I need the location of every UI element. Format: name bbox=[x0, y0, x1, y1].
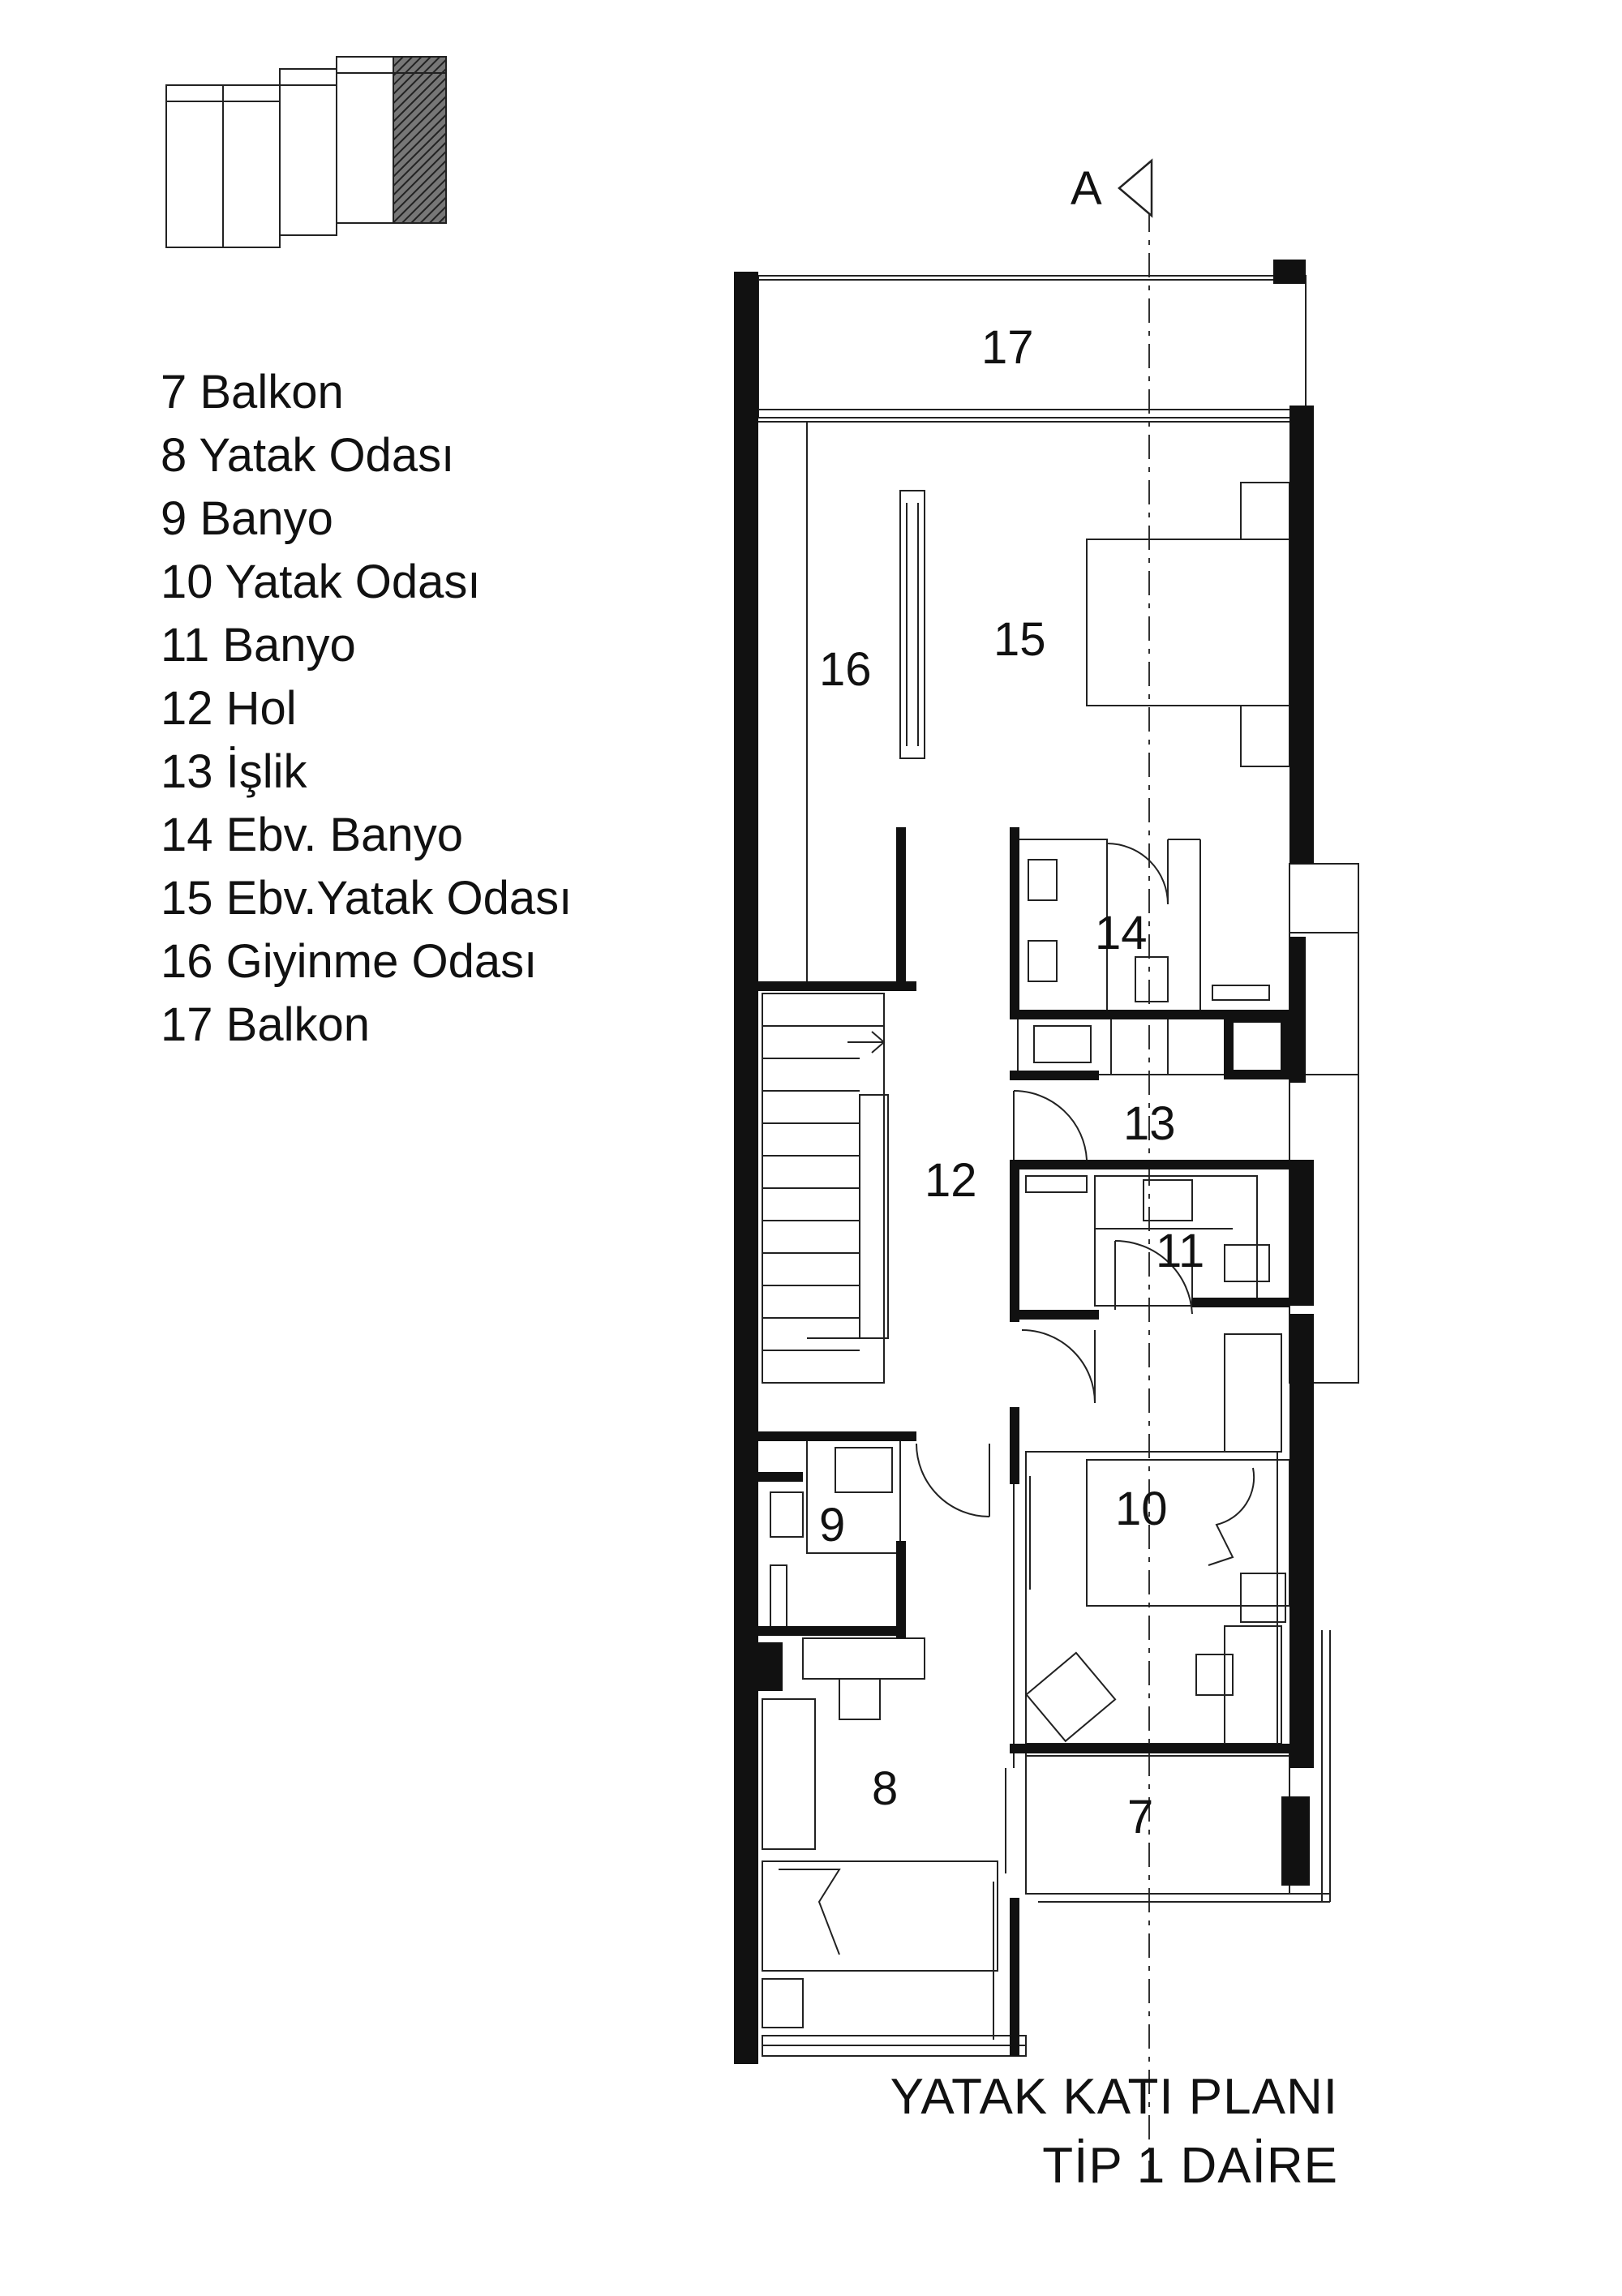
section-line-a bbox=[1071, 161, 1152, 2182]
room-number-17: 17 bbox=[981, 321, 1034, 374]
room-number-12: 12 bbox=[925, 1154, 977, 1207]
legend-item: 9 Banyo bbox=[161, 492, 333, 545]
room-number-10: 10 bbox=[1115, 1483, 1168, 1535]
legend-item: 8 Yatak Odası bbox=[161, 429, 455, 482]
room-number-16: 16 bbox=[819, 643, 872, 696]
legend-item: 13 İşlik bbox=[161, 745, 307, 798]
room-number-11: 11 bbox=[1156, 1225, 1205, 1277]
room-number-13: 13 bbox=[1123, 1097, 1176, 1150]
legend-item: 16 Giyinme Odası bbox=[161, 935, 538, 988]
legend-item: 11 Banyo bbox=[161, 619, 356, 672]
legend-item: 17 Balkon bbox=[161, 998, 370, 1051]
plan-title: YATAK KATI PLANI bbox=[890, 2069, 1338, 2125]
plan-subtitle: TİP 1 DAİRE bbox=[1042, 2138, 1338, 2194]
room-number-14: 14 bbox=[1095, 907, 1148, 959]
legend-item: 7 Balkon bbox=[161, 366, 344, 418]
structural-walls bbox=[734, 260, 1314, 2064]
room-number-9: 9 bbox=[819, 1499, 846, 1551]
room-number-15: 15 bbox=[993, 613, 1046, 666]
legend-item: 12 Hol bbox=[161, 682, 297, 735]
room-legend bbox=[161, 361, 572, 1057]
legend-item: 14 Ebv. Banyo bbox=[161, 809, 463, 861]
room-number-7: 7 bbox=[1127, 1791, 1154, 1843]
section-arrow-icon bbox=[1119, 161, 1152, 216]
room-number-8: 8 bbox=[872, 1762, 899, 1815]
legend-item: 10 Yatak Odası bbox=[161, 556, 481, 608]
room-labels bbox=[819, 321, 1204, 1843]
legend-item: 15 Ebv.Yatak Odası bbox=[161, 872, 573, 925]
key-plan bbox=[166, 57, 446, 247]
section-marker-label: A bbox=[1071, 162, 1102, 215]
key-plan-highlight bbox=[393, 57, 446, 223]
